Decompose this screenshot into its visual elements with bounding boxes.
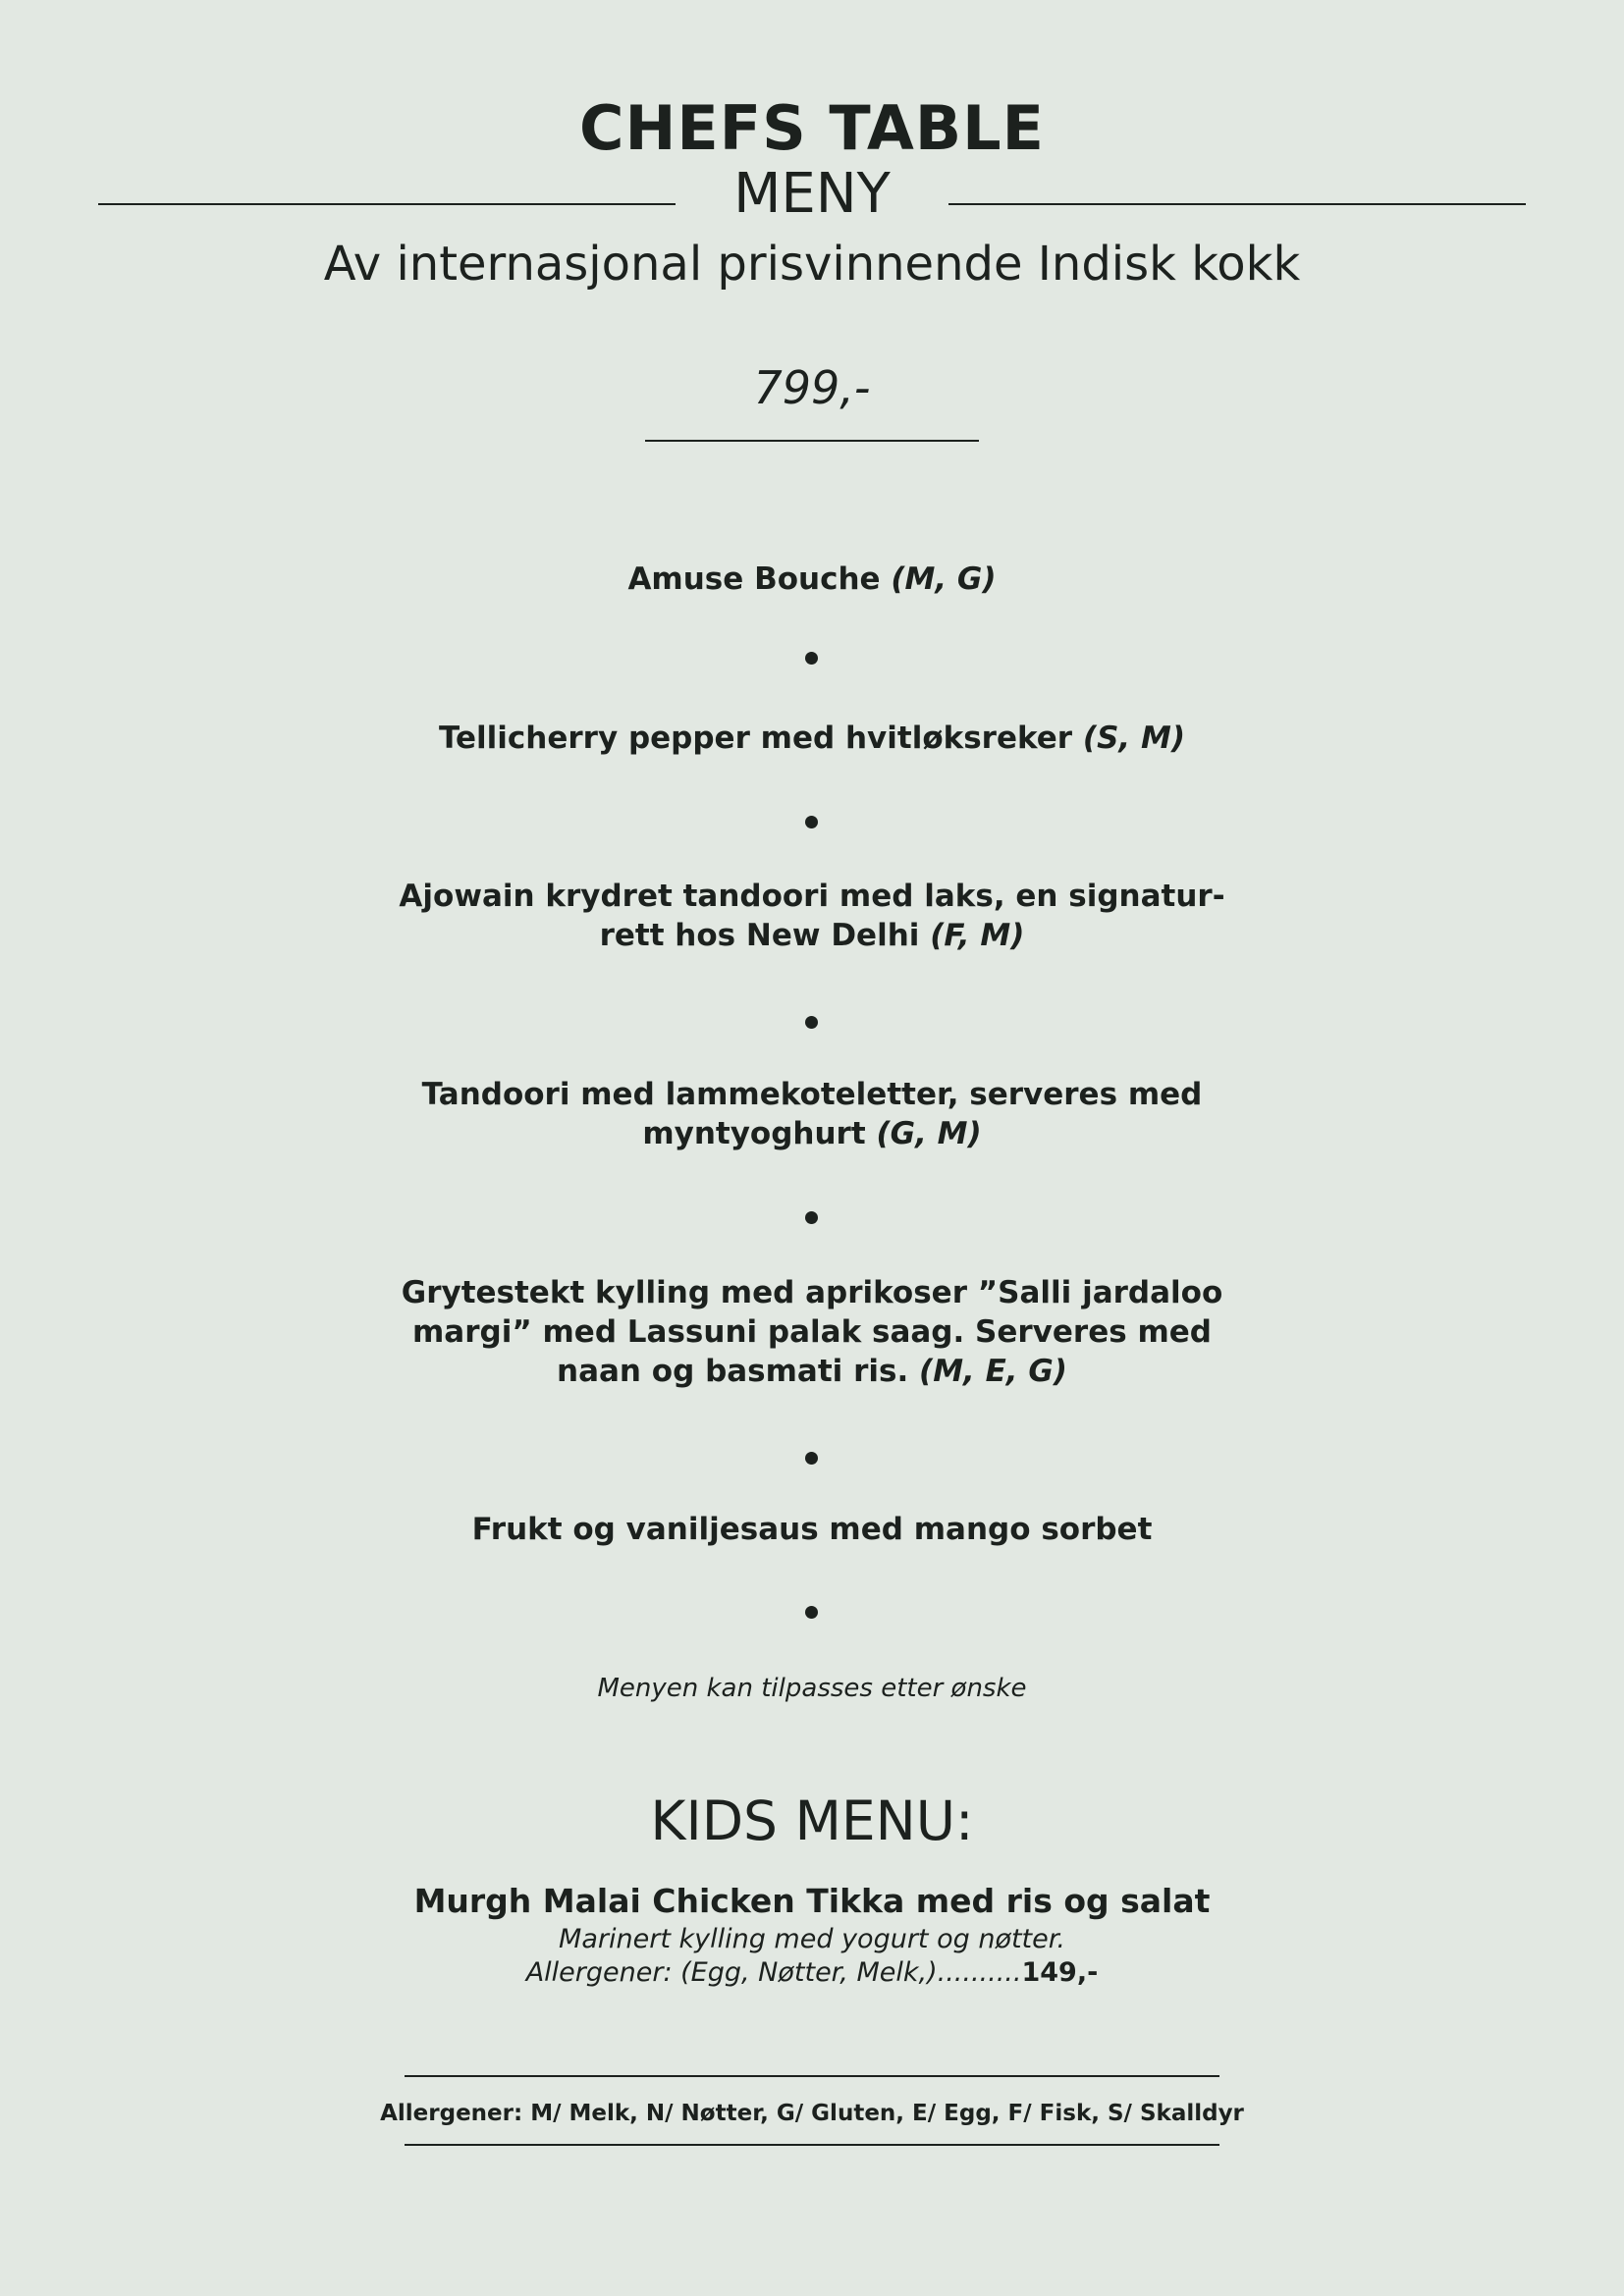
kids-dish-description: Marinert kylling med yogurt og nøtter.	[559, 1924, 1065, 1954]
menu-title: CHEFS TABLE	[579, 92, 1045, 164]
separator-dot	[805, 1016, 818, 1029]
course-allergens: (M, E, G)	[919, 1354, 1067, 1389]
kids-dish-allergens	[0, 1959, 1624, 1986]
course-allergens: (S, M)	[1082, 721, 1185, 756]
separator-dot	[805, 1606, 818, 1619]
course-allergens: (M, G)	[891, 561, 997, 597]
course-allergens: (G, M)	[876, 1116, 982, 1151]
course-name-line: margi” med Lassuni palak saag. Serveres med	[412, 1314, 1212, 1350]
course-item	[0, 877, 1624, 955]
separator-dot	[805, 652, 818, 665]
course-item	[0, 1510, 1624, 1549]
allergen-legend: Allergener: M/ Melk, N/ Nøtter, G/ Gluten, E/ Egg, F/ Fisk, S/ Skalldyr	[380, 2101, 1244, 2126]
kids-dish-price: 149,-	[1021, 1957, 1099, 1988]
header-rule-right	[948, 203, 1526, 205]
course-name-line: rett hos New Delhi	[599, 918, 920, 953]
course-name-line: myntyoghurt	[642, 1116, 866, 1151]
course-name-line: naan og basmati ris.	[557, 1354, 909, 1389]
menu-price: 799,-	[753, 361, 871, 414]
separator-dot	[805, 1211, 818, 1224]
course-item	[0, 719, 1624, 758]
course-item	[0, 560, 1624, 599]
kids-allergens-text: Allergener: (Egg, Nøtter, Melk,)..........	[525, 1957, 1022, 1988]
course-name-line: Grytestekt kylling med aprikoser ”Salli jardaloo	[401, 1275, 1223, 1310]
course-item	[0, 1273, 1624, 1391]
kids-menu-title: KIDS MENU:	[650, 1789, 974, 1852]
course-name: Tellicherry pepper med hvitløksreker	[438, 721, 1073, 756]
course-allergens: (F, M)	[930, 918, 1025, 953]
course-name-line: Ajowain krydret tandoori med laks, en signatur-	[399, 879, 1225, 914]
course-item	[0, 1075, 1624, 1153]
separator-dot	[805, 1452, 818, 1465]
kids-dish-name: Murgh Malai Chicken Tikka med ris og salat	[413, 1882, 1211, 1920]
course-name-line: Tandoori med lammekoteletter, serveres med	[421, 1077, 1203, 1112]
footer-rule-top	[405, 2075, 1219, 2077]
course-name: Amuse Bouche	[627, 561, 881, 597]
course-name: Frukt og vaniljesaus med mango sorbet	[471, 1512, 1153, 1547]
price-underline	[645, 440, 979, 442]
chef-tagline: Av internasjonal prisvinnende Indisk kokk	[323, 237, 1301, 292]
menu-note: Menyen kan tilpasses etter ønske	[597, 1674, 1027, 1703]
separator-dot	[805, 816, 818, 828]
menu-subtitle: MENY	[733, 162, 891, 226]
footer-rule-bottom	[405, 2144, 1219, 2146]
